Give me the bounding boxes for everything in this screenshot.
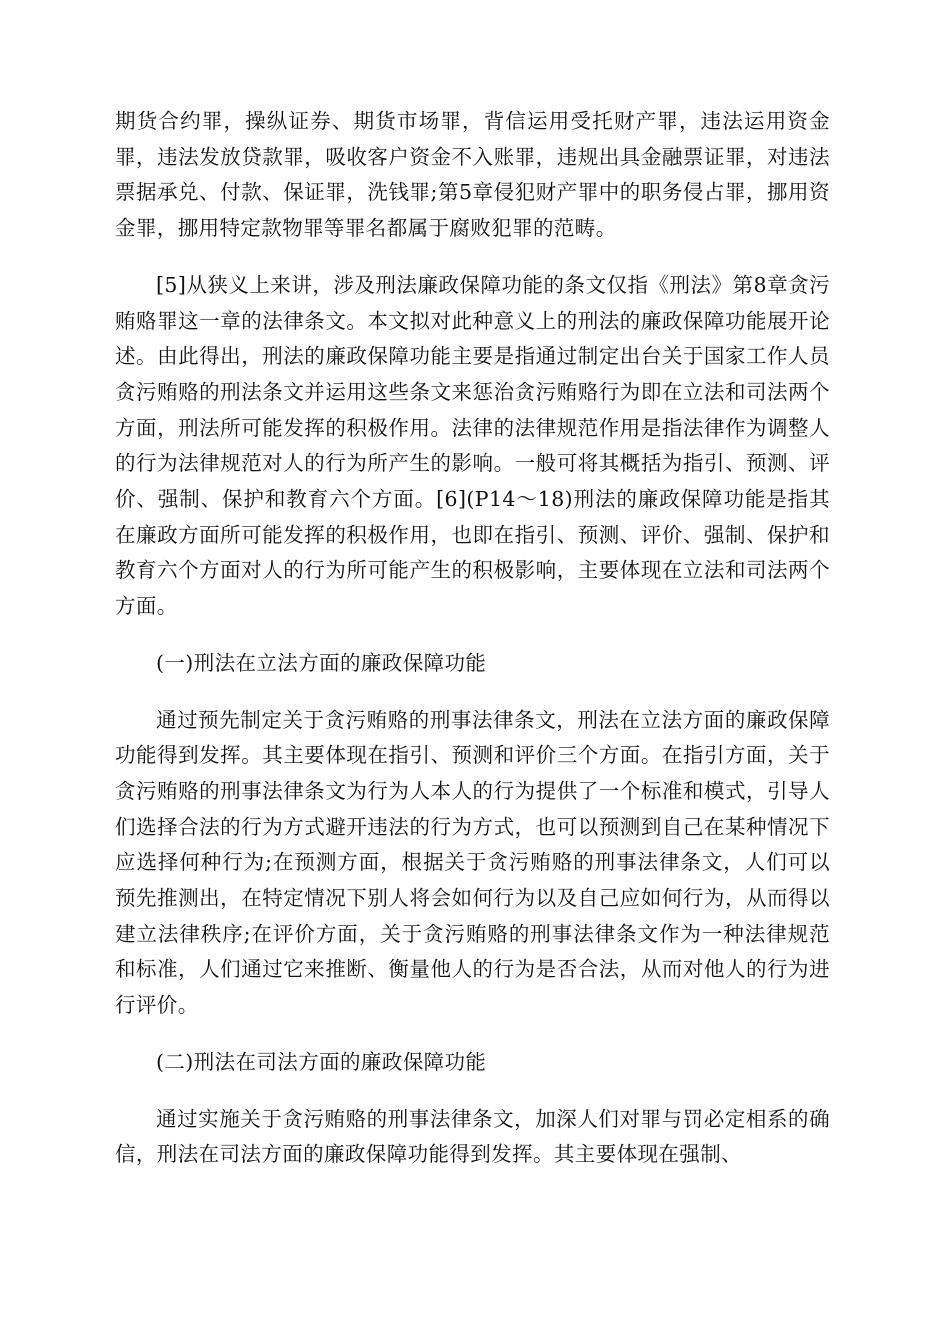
document-page xyxy=(115,104,830,1194)
section-heading-legislation: (一)刑法在立法方面的廉政保障功能 xyxy=(156,650,487,675)
paragraph-judiciary: 通过实施关于贪污贿赂的刑事法律条文，加深人们对罪与罚必定相系的确信，刑法在司法方面的廉政保障功能得到发挥。其主要体现在强制、 xyxy=(115,1106,830,1167)
paragraph-continuation: 期货合约罪，操纵证券、期货市场罪，背信运用受托财产罪，违法运用资金罪，违法发放贷款罪，吸收客户资金不入账罪，违规出具金融票证罪，对违法票据承兑、付款、保证罪，洗钱罪;第5章侵犯财产罪中的职务侵占罪，挪用资金罪，挪用特定款物罪等罪名都属于腐败犯罪的范畴。 xyxy=(115,109,830,241)
paragraph-narrow-definition: [5]从狭义上来讲，涉及刑法廉政保障功能的条文仅指《刑法》第8章贪污贿赂罪这一章的法律条文。本文拟对此种意义上的刑法的廉政保障功能展开论述。由此得出，刑法的廉政保障功能主要是指通过制定出台关于国家工作人员贪污贿赂的刑法条文并运用这些条文来惩治贪污贿赂行为即在立法和司法两个方面，刑法所可能发挥的积极作用。法律的法律规范作用是指法律作为调整人的行为法律规范对人的行为所产生的影响。一般可将其概括为指引、预测、评价、强制、保护和教育六个方面。[6](P14～18)刑法的廉政保障功能是指其在廉政方面所可能发挥的积极作用，也即在指引、预测、评价、强制、保护和教育六个方面对人的行为所可能产生的积极影响，主要体现在立法和司法两个方面。 xyxy=(115,272,830,619)
section-heading-judiciary: (二)刑法在司法方面的廉政保障功能 xyxy=(156,1049,487,1074)
paragraph-legislation: 通过预先制定关于贪污贿赂的刑事法律条文，刑法在立法方面的廉政保障功能得到发挥。其主要体现在指引、预测和评价三个方面。在指引方面，关于贪污贿赂的刑事法律条文为行为人本人的行为提供了一个标准和模式，引导人们选择合法的行为方式避开违法的行为方式，也可以预测到自己在某种情况下应选择何种行为;在预测方面，根据关于贪污贿赂的刑事法律条文，人们可以预先推测出，在特定情况下别人将会如何行为以及自己应如何行为，从而得以建立法律秩序;在评价方面，关于贪污贿赂的刑事法律条文作为一种法律规范和标准，人们通过它来推断、衡量他人的行为是否合法，从而对他人的行为进行评价。 xyxy=(115,707,830,1018)
